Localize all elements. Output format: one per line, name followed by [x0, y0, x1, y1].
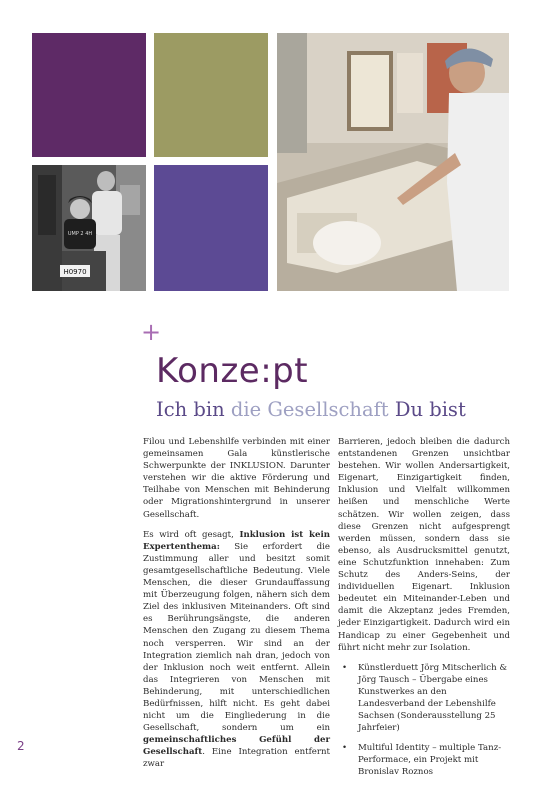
- purple-color-block: [32, 33, 146, 157]
- workshop-photo-illustration: [277, 33, 509, 291]
- plus-decoration: +: [141, 318, 162, 346]
- violet-color-block: [154, 165, 268, 291]
- subtitle-part-2: die Gesellschaft: [230, 398, 389, 421]
- right-text-column: [338, 436, 510, 787]
- intro-paragraph: Filou und Lebenshilfe verbinden mit einer gemeinsamen Gala künstlerische Schwerpunkte der INKLUSION. Darunter verstehen wir die aktive Förderung und Teilhabe von Menschen mit Behinderung oder Migrationshintergrund in unserer Gesellschaft.: [143, 437, 330, 520]
- left-text-column: [143, 436, 330, 779]
- inclusion-emphasis: Inklusion ist kein Expertenthema:: [143, 529, 330, 552]
- inclusion-paragraph: [143, 529, 330, 771]
- subtitle-part-3: Du bist: [388, 398, 466, 421]
- event-list: [338, 662, 510, 779]
- bullet-icon: •: [342, 743, 348, 754]
- shirt-print-text: UMP 2 4H: [67, 231, 93, 237]
- list-item: [338, 742, 510, 778]
- community-emphasis: gemeinschaftliches Gefühl der Gesellschaft: [143, 735, 330, 758]
- list-item-text: Künstlerduett Jörg Mitscherlich & Jörg Tausch – Übergabe eines Kunstwerkes an den Landesverband der Lebenshilfe Sachsen (Sonderausstellung 25 Jahrfeier): [358, 662, 508, 734]
- people-photo: [32, 165, 146, 291]
- subtitle-part-1: Ich bin: [156, 398, 231, 421]
- inclusion-text-c: Sie erfordert die Zustimmung aller und besitzt somit gesamtgesellschaftliche Bedeutung. Viele Menschen, die dieser Grundauffassung mit Überzeugung folgen, nähern sich dem Ziel des inklusiven Miteinanders. Oft sind es Berührungsängste, die anderen Menschen den Zugang zu diesem Thema noch versperren. Wir sind an der Integration ziemlich nah dran, jedoch von der Inklusion noch weit entfernt. Allein das Integrieren von Menschen mit Behinderung, mit unterschiedlichen Bedürfnissen, hilft nicht. Es geht dabei nicht um die Eingliederung in die Gesellschaft, sondern um ein: [143, 541, 330, 734]
- inclusion-text-e: . Eine Integration entfernt zwar: [143, 747, 330, 770]
- subtitle: [156, 398, 466, 422]
- olive-color-block: [154, 33, 268, 157]
- list-item: [338, 662, 510, 735]
- barriers-paragraph: Barrieren, jedoch bleiben die dadurch entstandenen Grenzen unsichtbar bestehen. Wir wollen Andersartigkeit, Eigenart, Einzigartigkeit finden, Inklusion und Vielfalt willkommen heißen und menschliche Werte schätzen. Wir wollen zeigen, dass diese Grenzen nicht aufgesprengt werden müssen, sondern dass sie ebenso, als Ausdrucksmittel genutzt, eine Schutzfunktion innehaben: Zum Schutz des Anders-Seins, der individuellen Eigenart. Inklusion bedeutet ein Miteinander-Leben und damit die Akzeptanz jedes Fremden, jeder Einzigartigkeit. Dadurch wird ein Handicap zu einer Gegebenheit und führt nicht mehr zur Isolation.: [338, 437, 510, 653]
- workshop-photo: [277, 33, 509, 291]
- people-photo-illustration: [32, 165, 146, 291]
- wheelchair-sign-text: H0970: [63, 268, 87, 276]
- list-item-text: Multiful Identity – multiple Tanz-Performace, ein Projekt mit Bronislav Roznos: [358, 743, 502, 778]
- page-number: 2: [17, 739, 25, 753]
- page-title: Konze:pt: [156, 351, 309, 391]
- bullet-icon: •: [342, 662, 348, 673]
- inclusion-text-a: Es wird oft gesagt,: [143, 529, 240, 540]
